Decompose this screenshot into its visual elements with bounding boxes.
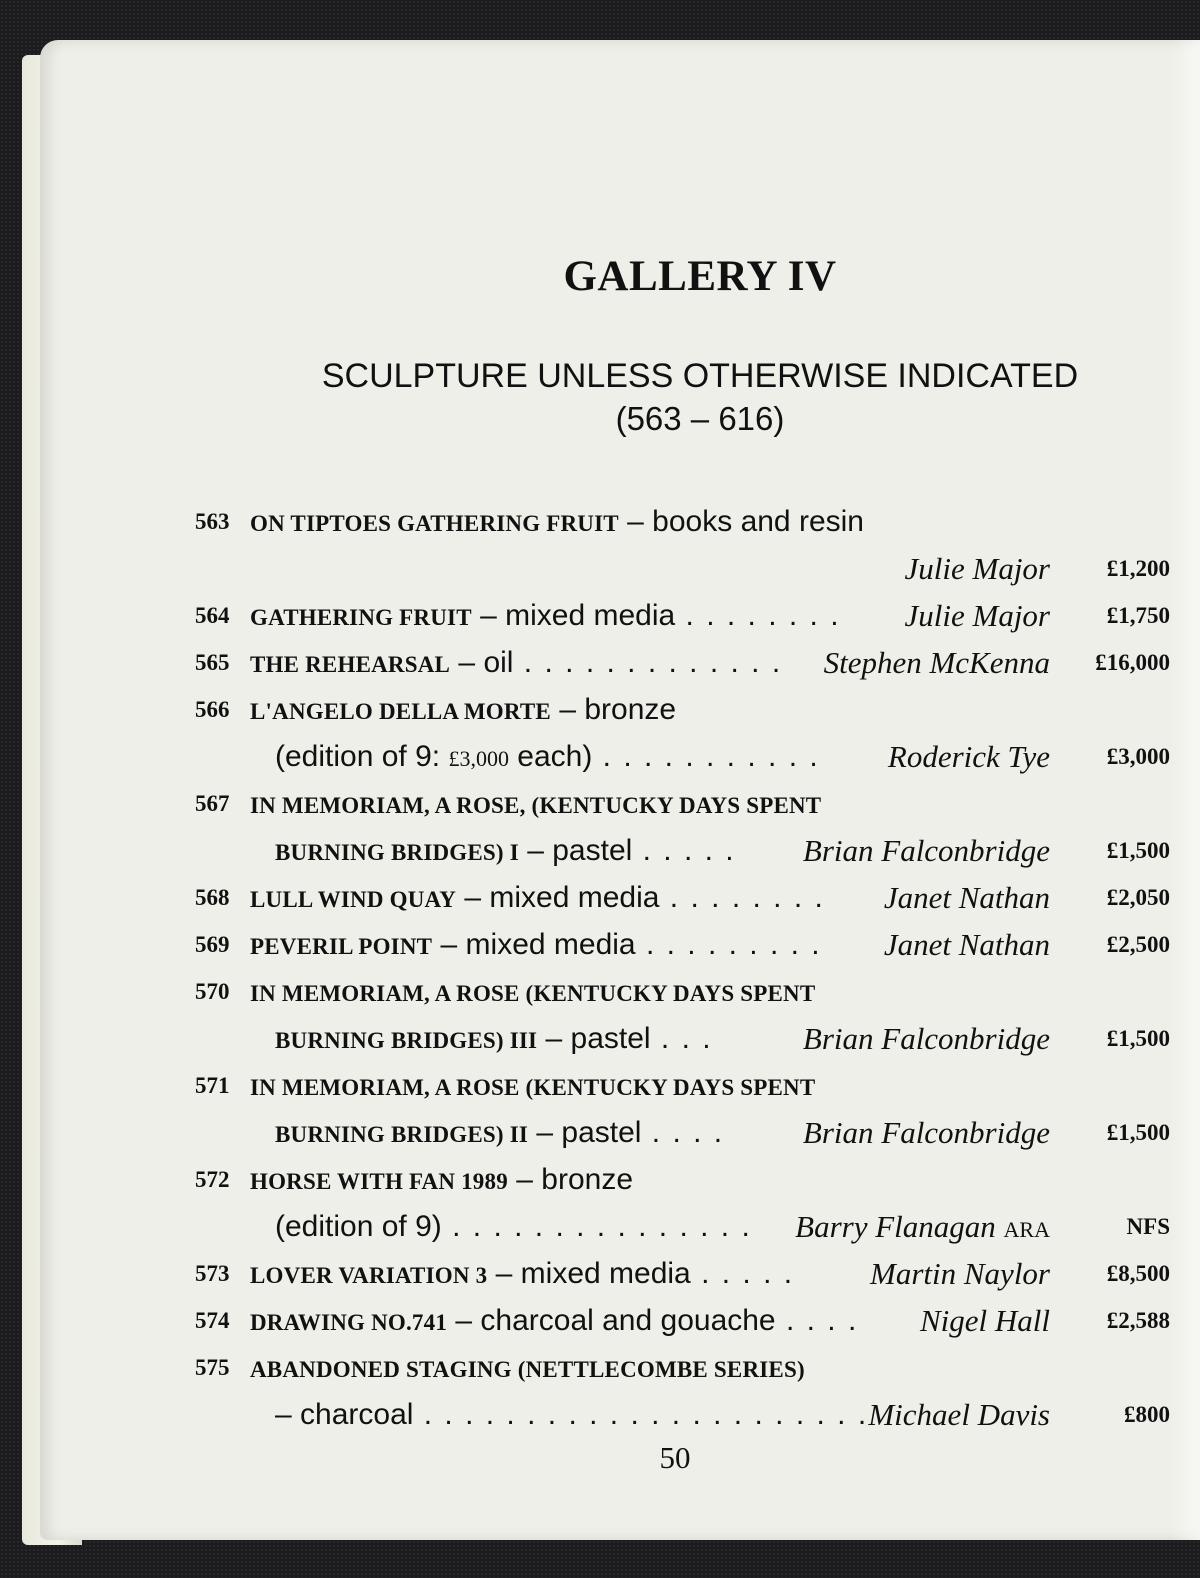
entry-title: LOVER VARIATION 3: [250, 1263, 488, 1288]
entry-price: £2,588: [1106, 1308, 1170, 1333]
entry-title-continued: BURNING BRIDGES) III: [275, 1028, 538, 1053]
entry-medium: – bronze: [559, 693, 677, 726]
section-subtitle: SCULPTURE UNLESS OTHERWISE INDICATED: [321, 357, 1079, 395]
entry-title: IN MEMORIAM, A ROSE (KENTUCKY DAYS SPENT: [250, 1075, 816, 1100]
entry-price: £3,000: [1106, 744, 1170, 769]
entry-price: £1,500: [1106, 1120, 1170, 1145]
entry-number: 573: [195, 1261, 230, 1286]
entry-medium: – mixed media: [495, 1257, 691, 1290]
catalogue-range: (563 – 616): [615, 400, 785, 437]
entry-number: 569: [195, 932, 230, 957]
entry-artist-group: [795, 1203, 1050, 1253]
catalogue-entry: [40, 968, 1200, 1062]
catalogue-page: [40, 40, 1200, 1540]
entry-medium: – books and resin: [627, 505, 864, 538]
entry-artist: Brian Falconbridge: [802, 1115, 1050, 1150]
entry-artist: Martin Naylor: [870, 1256, 1050, 1291]
catalogue-entry: [40, 498, 1200, 592]
catalogue-entry: [40, 639, 1200, 686]
entry-title: PEVERIL POINT: [250, 934, 433, 959]
entry-artist: Janet Nathan: [883, 880, 1050, 915]
entry-title: HORSE WITH FAN 1989: [250, 1169, 508, 1194]
entry-medium: – pastel: [527, 834, 633, 867]
catalogue-list: [40, 498, 1200, 1438]
entry-medium: – mixed media: [480, 599, 676, 632]
catalogue-entry: [40, 1062, 1200, 1156]
page-title: GALLERY IV: [563, 253, 837, 300]
dot-leader: . . . . . . . . . . . . .: [513, 646, 783, 679]
entry-number: 570: [195, 979, 230, 1004]
entry-title-continued: BURNING BRIDGES) II: [275, 1122, 529, 1147]
entry-number: 566: [195, 697, 230, 722]
entry-price: £2,500: [1106, 932, 1170, 957]
catalogue-entry: [40, 874, 1200, 921]
entry-medium: – bronze: [516, 1163, 633, 1196]
entry-artist: Roderick Tye: [887, 739, 1050, 774]
dot-leader: . . . .: [641, 1116, 725, 1149]
entry-title: ON TIPTOES GATHERING FRUIT: [250, 511, 619, 536]
entry-title: GATHERING FRUIT: [250, 605, 472, 630]
entry-title: DRAWING NO.741: [250, 1310, 448, 1335]
catalogue-entry: [40, 1344, 1200, 1438]
dot-leader: . . . . . . . .: [675, 599, 841, 632]
catalogue-entry: [40, 1156, 1200, 1250]
catalogue-entry: [40, 592, 1200, 639]
entry-medium: – mixed media: [440, 928, 636, 961]
entry-price: £1,200: [1106, 556, 1170, 581]
entry-medium: – mixed media: [464, 881, 660, 914]
entry-price: £8,500: [1106, 1261, 1170, 1286]
entry-price: £1,500: [1106, 838, 1170, 863]
entry-title: IN MEMORIAM, A ROSE (KENTUCKY DAYS SPENT: [250, 981, 816, 1006]
entry-artist: Brian Falconbridge: [802, 1021, 1050, 1056]
catalogue-entry: [40, 686, 1200, 780]
entry-number: 568: [195, 885, 230, 910]
entry-medium: – pastel: [545, 1022, 651, 1055]
entry-number: 575: [195, 1355, 230, 1380]
dot-leader: . . . . .: [690, 1257, 795, 1290]
entry-artist: Barry Flanagan: [795, 1209, 996, 1244]
entry-price: NFS: [1126, 1214, 1170, 1239]
entry-title: LULL WIND QUAY: [250, 887, 457, 912]
entry-number: 564: [195, 603, 230, 628]
entry-title-continued: BURNING BRIDGES) I: [275, 840, 519, 865]
edition-price: £3,000: [448, 746, 509, 771]
dot-leader: . . . .: [775, 1304, 859, 1337]
entry-price: £800: [1124, 1402, 1170, 1427]
entry-number: 565: [195, 650, 230, 675]
entry-number: 574: [195, 1308, 230, 1333]
catalogue-entry: [40, 1297, 1200, 1344]
entry-title: IN MEMORIAM, A ROSE, (KENTUCKY DAYS SPENT: [250, 793, 822, 818]
entry-title: ABANDONED STAGING (NETTLECOMBE SERIES): [250, 1357, 805, 1382]
entry-price: £2,050: [1106, 885, 1170, 910]
edition-note-end: each): [508, 740, 593, 773]
catalogue-entry: [40, 1250, 1200, 1297]
artist-suffix: ARA: [1003, 1217, 1050, 1242]
entry-price: £16,000: [1095, 650, 1170, 675]
edition-note: (edition of 9): [275, 1210, 442, 1243]
entry-artist: Julie Major: [904, 551, 1050, 586]
catalogue-entry: [40, 921, 1200, 968]
entry-medium: – charcoal: [275, 1398, 414, 1431]
edition-note: (edition of 9:: [275, 740, 449, 773]
entry-artist: Janet Nathan: [883, 927, 1050, 962]
entry-price: £1,750: [1106, 603, 1170, 628]
dot-leader: . . . . . . . . . . .: [592, 740, 820, 773]
entry-artist: Nigel Hall: [919, 1303, 1050, 1338]
dot-leader: . . . . . . . . . . . . . . . . . . . . . .: [413, 1398, 869, 1431]
entry-title: L'ANGELO DELLA MORTE: [250, 699, 551, 724]
dot-leader: . . .: [650, 1022, 713, 1055]
catalogue-entry: [40, 780, 1200, 874]
page-number: 50: [659, 1440, 691, 1475]
dot-leader: . . . . .: [632, 834, 736, 867]
entry-medium: – oil: [458, 646, 514, 679]
entry-medium: – charcoal and gouache: [455, 1304, 776, 1337]
entry-title: THE REHEARSAL: [250, 652, 451, 677]
entry-medium: – pastel: [536, 1116, 642, 1149]
entry-number: 572: [195, 1167, 230, 1192]
entry-number: 563: [195, 509, 230, 534]
entry-number: 567: [195, 791, 230, 816]
dot-leader: . . . . . . . . .: [635, 928, 822, 961]
entry-artist: Michael Davis: [868, 1397, 1050, 1432]
entry-number: 571: [195, 1073, 230, 1098]
dot-leader: . . . . . . . .: [659, 881, 825, 914]
entry-price: £1,500: [1106, 1026, 1170, 1051]
entry-artist: Julie Major: [904, 598, 1050, 633]
entry-artist: Brian Falconbridge: [802, 833, 1050, 868]
dot-leader: . . . . . . . . . . . . . . .: [441, 1210, 752, 1243]
entry-artist: Stephen McKenna: [823, 645, 1050, 680]
